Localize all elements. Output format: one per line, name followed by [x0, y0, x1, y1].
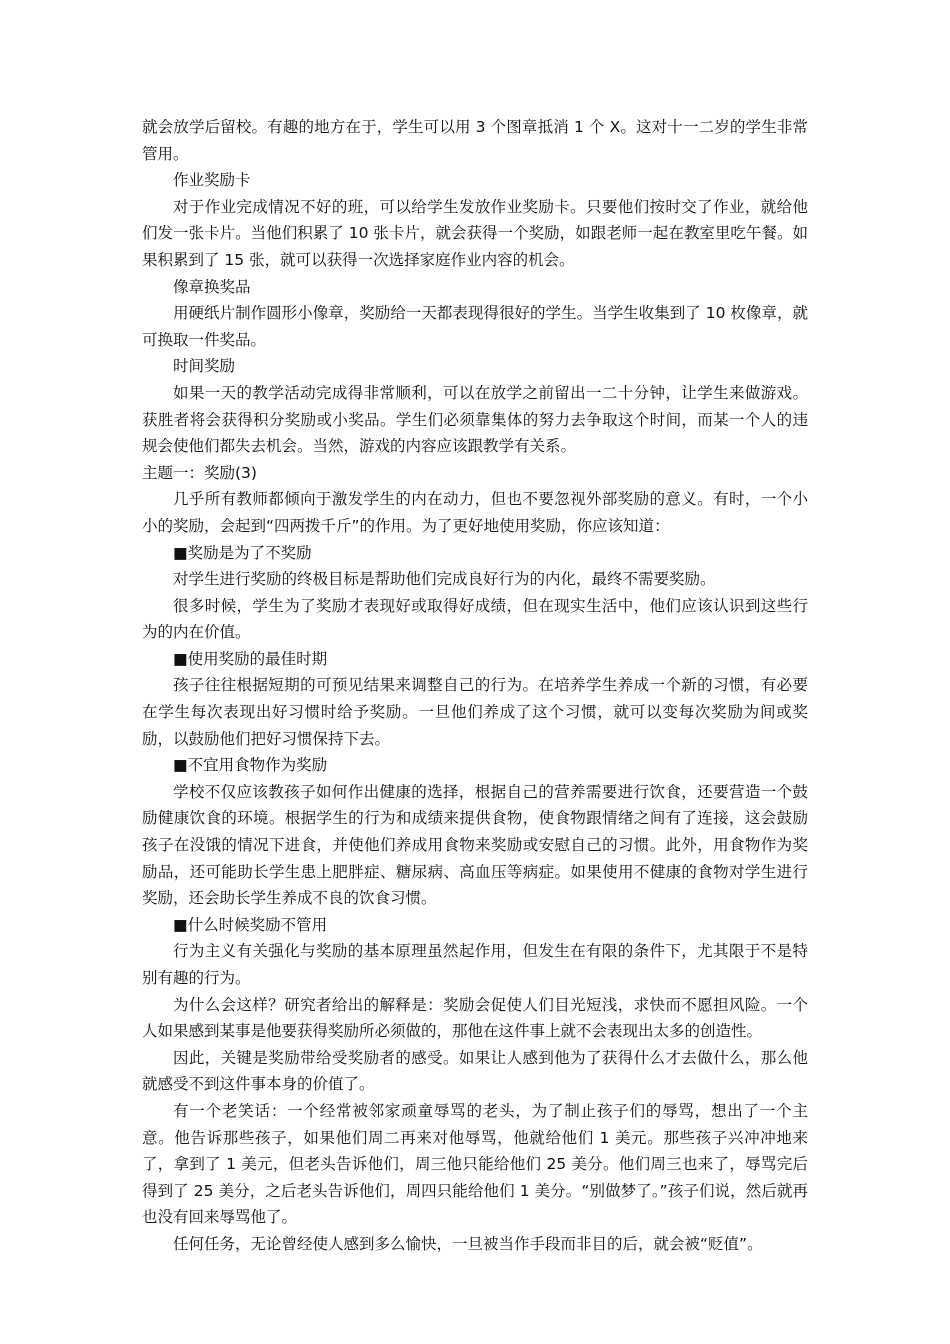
- bullet-heading: ■奖励是为了不奖励: [173, 543, 312, 562]
- paragraph: 有一个老笑话：一个经常被邻家顽童辱骂的老头，为了制止孩子们的辱骂，想出了一个主意。他告诉那些孩子，如果他们周二再来对他辱骂，他就给他们 1 美元。那些孩子兴冲冲地来了，拿到了 1 美元，但老头告诉他们，周三他只能给他们 25 美分。他们周三也来了，辱骂完后得到了 25 美分，之后老头告诉他们，周四只能给他们 1 美分。“别做梦了。”孩子们说，然后就再也没有回来辱骂他了。: [142, 1101, 808, 1227]
- paragraph: 行为主义有关强化与奖励的基本原理虽然起作用，但发生在有限的条件下，尤其限于不是特别有趣的行为。: [142, 942, 808, 987]
- paragraph: 几乎所有教师都倾向于激发学生的内在动力，但也不要忽视外部奖励的意义。有时，一个小小的奖励，会起到“四两拨千斤”的作用。为了更好地使用奖励，你应该知道：: [142, 490, 808, 535]
- paragraph: 学校不仅应该教孩子如何作出健康的选择，根据自己的营养需要进行饮食，还要营造一个鼓励健康饮食的环境。根据学生的行为和成绩来提供食物，使食物跟情绪之间有了连接，这会鼓励孩子在没饿的情况下进食，并使他们养成用食物来奖励或安慰自己的习惯。此外，用食物作为奖励品，还可能助长学生患上肥胖症、糖尿病、高血压等病症。如果使用不健康的食物对学生进行奖励，还会助长学生养成不良的饮食习惯。: [142, 782, 808, 908]
- document-page: [142, 114, 808, 1258]
- paragraph: 对学生进行奖励的终极目标是帮助他们完成良好行为的内化，最终不需要奖励。: [173, 570, 716, 589]
- paragraph: 如果一天的教学活动完成得非常顺利，可以在放学之前留出一二十分钟，让学生来做游戏。获胜者将会获得积分奖励或小奖品。学生们必须靠集体的努力去争取这个时间，而某一个人的违规会使他们都失去机会。当然，游戏的内容应该跟教学有关系。: [142, 383, 808, 456]
- paragraph: 对于作业完成情况不好的班，可以给学生发放作业奖励卡。只要他们按时交了作业，就给他们发一张卡片。当他们积累了 10 张卡片，就会获得一个奖励，如跟老师一起在教室里吃午餐。如果积累到了 15 张，就可以获得一次选择家庭作业内容的机会。: [142, 197, 808, 269]
- paragraph: 孩子往往根据短期的可预见结果来调整自己的行为。在培养学生养成一个新的习惯，有必要在学生每次表现出好习惯时给予奖励。一旦他们养成了这个习惯，就可以变每次奖励为间或奖励，以鼓励他们把好习惯保持下去。: [142, 676, 808, 748]
- subheading: 作业奖励卡: [173, 171, 251, 190]
- paragraph: 因此，关键是奖励带给受奖励者的感受。如果让人感到他为了获得什么才去做什么，那么他就感受不到这件事本身的价值了。: [142, 1048, 808, 1094]
- section-heading: 主题一：奖励(3): [142, 463, 257, 482]
- bullet-heading: ■不宜用食物作为奖励: [173, 756, 328, 775]
- subheading: 时间奖励: [173, 357, 236, 376]
- paragraph: 很多时候，学生为了奖励才表现好或取得好成绩，但在现实生活中，他们应该认识到这些行为的内在价值。: [142, 596, 808, 642]
- bullet-heading: ■什么时候奖励不管用: [173, 915, 328, 934]
- paragraph: 用硬纸片制作圆形小像章，奖励给一天都表现得很好的学生。当学生收集到了 10 枚像章，就可换取一件奖品。: [142, 304, 808, 349]
- bullet-heading: ■使用奖励的最佳时期: [173, 649, 328, 668]
- subheading: 像章换奖品: [173, 277, 251, 296]
- paragraph: 就会放学后留校。有趣的地方在于，学生可以用 3 个图章抵消 1 个 X。这对十一二岁的学生非常管用。: [142, 118, 808, 163]
- paragraph: 为什么会这样？研究者给出的解释是：奖励会促使人们目光短浅，求快而不愿担风险。一个人如果感到某事是他要获得奖励所必须做的，那他在这件事上就不会表现出太多的创造性。: [142, 995, 808, 1041]
- paragraph: 任何任务，无论曾经使人感到多么愉快，一旦被当作手段而非目的后，就会被“贬值”。: [173, 1234, 763, 1253]
